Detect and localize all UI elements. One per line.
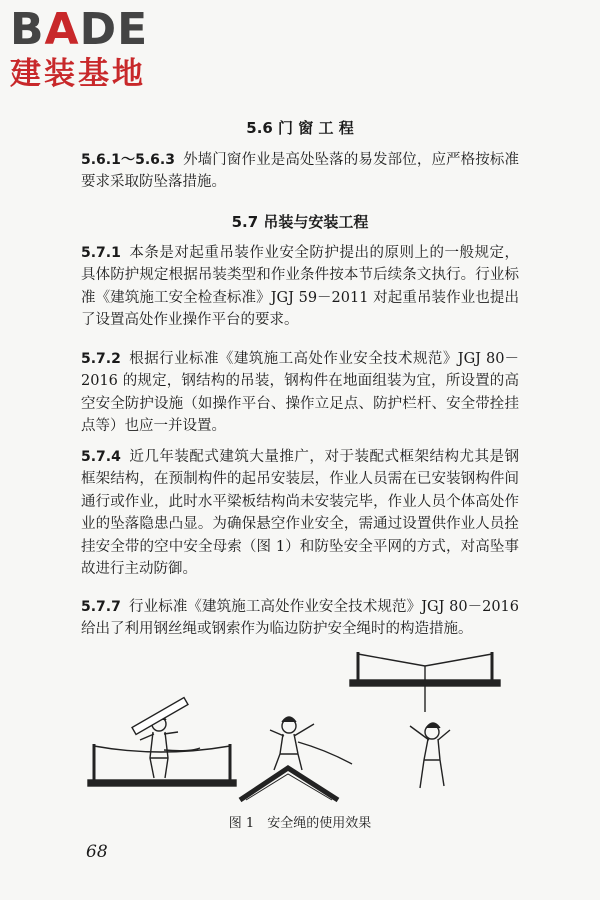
clause-text: 外墙门窗作业是高处坠落的易发部位，应严格按标准要求采取防坠落措施。 <box>81 152 519 191</box>
left-scene <box>88 698 236 786</box>
paragraph-5-7-1 <box>81 242 519 332</box>
right-scene <box>350 652 500 788</box>
clause-number: 5.7.4 <box>81 449 121 465</box>
clause-text: 本条是对起重吊装作业安全防护提出的原则上的一般规定，具体防护规定根据吊装类型和作业条件按本节后续条文执行。行业标准《建筑施工安全检查标准》JGJ 59－2011 对起重吊装作业也提出了设置高处作业操作平台的要求。 <box>81 245 519 329</box>
section-heading-5-6: 5.6 门 窗 工 程 <box>246 119 354 137</box>
clause-number: 5.6.1～5.6.3 <box>81 152 175 168</box>
paragraph-5-7-2 <box>81 348 519 438</box>
clause-number: 5.7.2 <box>81 351 121 367</box>
clause-number: 5.7.1 <box>81 245 121 261</box>
paragraph-5-6-1 <box>81 149 519 194</box>
clause-text: 行业标准《建筑施工高处作业安全技术规范》JGJ 80－2016 给出了利用钢丝绳或钢索作为临边防护安全绳时的构造措施。 <box>81 599 519 638</box>
figure-caption: 图 1 安全绳的使用效果 <box>228 816 372 831</box>
middle-scene <box>240 717 352 800</box>
paragraph-5-7-7 <box>81 596 519 641</box>
logo-cn-text: 建装基地 <box>10 56 146 92</box>
paragraph-5-7-4 <box>81 446 519 580</box>
logo-brand-text: BADE <box>10 4 149 55</box>
safety-rope-illustration <box>80 640 520 810</box>
page-number: 68 <box>86 842 108 862</box>
section-heading-5-7: 5.7 吊装与安装工程 <box>231 213 369 231</box>
clause-text: 近几年装配式建筑大量推广，对于装配式框架结构尤其是钢框架结构，在预制构件的起吊安装层，作业人员需在已安装钢构件间通行或作业，此时水平梁板结构尚未安装完毕，作业人员个体高处作业的坠落隐患凸显。为确保悬空作业安全，需通过设置供作业人员拴挂安全带的空中安全母索（图 1）和防坠安全平网的方式，对高坠事故进行主动防御。 <box>81 449 519 578</box>
clause-text: 根据行业标准《建筑施工高处作业安全技术规范》JGJ 80－2016 的规定，钢结构的吊装，钢构件在地面组装为宜，所设置的高空安全防护设施（如操作平台、操作立足点、防护栏杆、安全带拴挂点等）也应一并设置。 <box>81 351 519 435</box>
clause-number: 5.7.7 <box>81 599 121 615</box>
brand-logo <box>10 6 180 92</box>
